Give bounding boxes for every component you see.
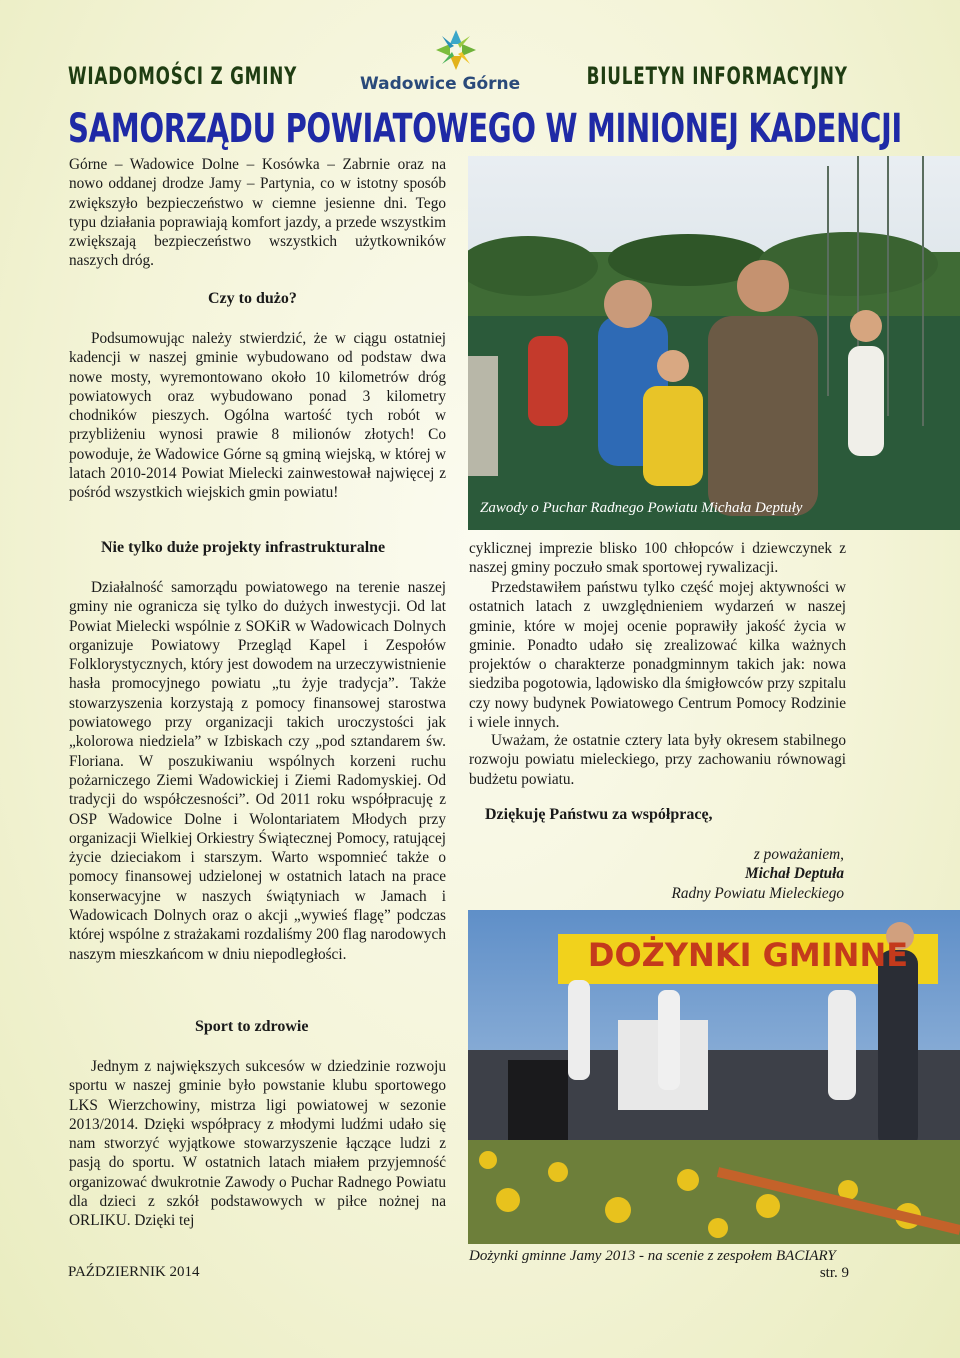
football-award-photo [468,156,960,530]
section-label: WIADOMOŚCI Z GMINY [68,62,298,90]
signature-name: Michał Deptuła [744,865,844,883]
left-paragraph-2: Podsumowując należy stwierdzić, że w ciągu ostatniej kadencji w naszej gminie wybudowano od podstaw dwa nowe mosty, wyremontowano około 10 kilometrów dróg powiatowych oraz wybudowano ponad 3 kilometry chodników pieszych. Ogólna wartość tych robót w przybliżeniu wynosi prawie 8 milionów złotych! Co powoduje, że Wadowice Górne są gminą wiejską, w której w latach 2010-2014 Powiat Mielecki zainwestował najwięcej z pośród wszystkich wiejskich gmin powiatu! [69,330,446,502]
signature-greeting: z poważaniem, [753,846,844,863]
right-paragraph-3: Uważam, że ostatnie cztery lata były okresem stabilnego rozwoju powiatu mieleckiego, przy zachowaniu równowagi budżetu powiatu. [469,732,846,788]
issue-date: PAŹDZIERNIK 2014 [68,1264,200,1280]
subheading-czy-to-duzo: Czy to dużo? [208,290,297,307]
signature-role: Radny Powiatu Mieleckiego [671,884,844,902]
right-paragraph-2: Przedstawiłem państwu tylko część mojej aktywności w ostatnich latach z uwzględnieniem wydarzeń w naszej gminie, które w mojej ocenie poprawiły jakość życia w gminie. Ponadto udało się zrealizować kilka ważnych projektów o charakterze ponadgminnym takich jak: nowa siedziba pogotowia, lądowisko dla śmigłowców przy szpitalu czy nowy budynek Powiatowego Centrum Pomocy Rodzinie i wiele innych. [469,579,846,732]
harvest-festival-photo [468,910,960,1244]
bulletin-label: BIULETYN INFORMACYJNY [586,62,848,90]
photo-caption: Zawody o Puchar Radnego Powiatu Michała Deptuły [480,500,803,516]
left-paragraph-1: Górne – Wadowice Dolne – Kosówka – Zabrnie oraz na nowo oddanej drodze Jamy – Partynia, co w istotny sposób zwiększyło bezpieczeństwo w ciemne jesienne dni. Tego typu działania poprawiają komfort jazdy, a przede wszystkim zwiększają bezpieczeństwo wszystkich użytkowników naszych dróg. [69,156,446,270]
stage-banner: DOŻYNKI GMINNE [587,936,909,974]
subheading-infrastructure: Nie tylko duże projekty infrastrukturalne [101,539,386,556]
subheading-sport: Sport to zdrowie [195,1018,309,1035]
left-paragraph-3: Działalność samorządu powiatowego na terenie naszej gminy nie ogranicza się tylko do dużych inwestycji. Od lat Powiat Mielecki wspólnie z SOKiR w Wadowicach Dolnych organizuje Powiatowy Przegląd Kapel i Zespołów Folklorystycznych, który jest dowodem na urzeczywistnienie hasła promocyjnego powiatu „tu żyje tradycja”. Także stowarzyszenia korzystają z pomocy finansowej starostwa powiatowego przy organizacji takich uroczystości jak „kolorowa niedziela” w Izbiskach czy „pod sztandarem św. Floriana. W poszukiwaniu wspólnych korzeni ruchu pożarniczego Ziemi Wadowickiej i Ziemi Radomyskiej. Od tradycji do współczesności”. Od 2011 roku współpracuję z OSP Wadowice Dolne i Wolontariatem Młodych przy organizacji Wielkiej Orkiestry Świątecznej Pomocy, ratującej życie dzieciakom i starszym. Warto wspomnieć także o pomocy finansowej udzielonej w ostatnich latach na prace konserwacyjne w naszych świątyniach w Jamach i Wadowicach Dolnych oraz o akcji „wywieś flagę” podczas której wspólne z strażakami rozdaliśmy 200 flag narodowych naszym mieszkańcom w dniu niepodległości. [69,579,446,963]
page-number: str. 9 [819,1265,849,1281]
thanks-line: Dziękuję Państwu za współpracę, [485,806,713,823]
left-paragraph-4: Jednym z największych sukcesów w dziedzinie rozwoju sportu w naszej gminie było powstanie klubu sportowego LKS Wierzchowiny, mistrza ligi powiatowej w sezonie 2013/2014. Dzięki współpracy z młodymi ludźmi udało się nam stworzyć wyjątkowe stowarzyszenie łączące ludzi z pasją do sportu. W ostatnich latach miałem przyjemność organizować dwukrotnie Zawody o Puchar Radnego Powiatu dla dzieci z szkół podstawowych w piłce nożnej na ORLIKU. Dzięki tej [69,1058,446,1230]
photo-caption: Dożynki gminne Jamy 2013 - na scenie z zespołem BACIARY [469,1248,836,1264]
logo-text: Wadowice Górne [360,74,521,94]
article-title: SAMORZĄDU POWIATOWEGO W MINIONEJ KADENCJI [68,106,902,152]
right-paragraph-1: cyklicznej imprezie blisko 100 chłopców i dziewczynek z naszej gminy poczuło smak sportowej rywalizacji. [469,540,846,577]
signature-block [672,845,844,903]
